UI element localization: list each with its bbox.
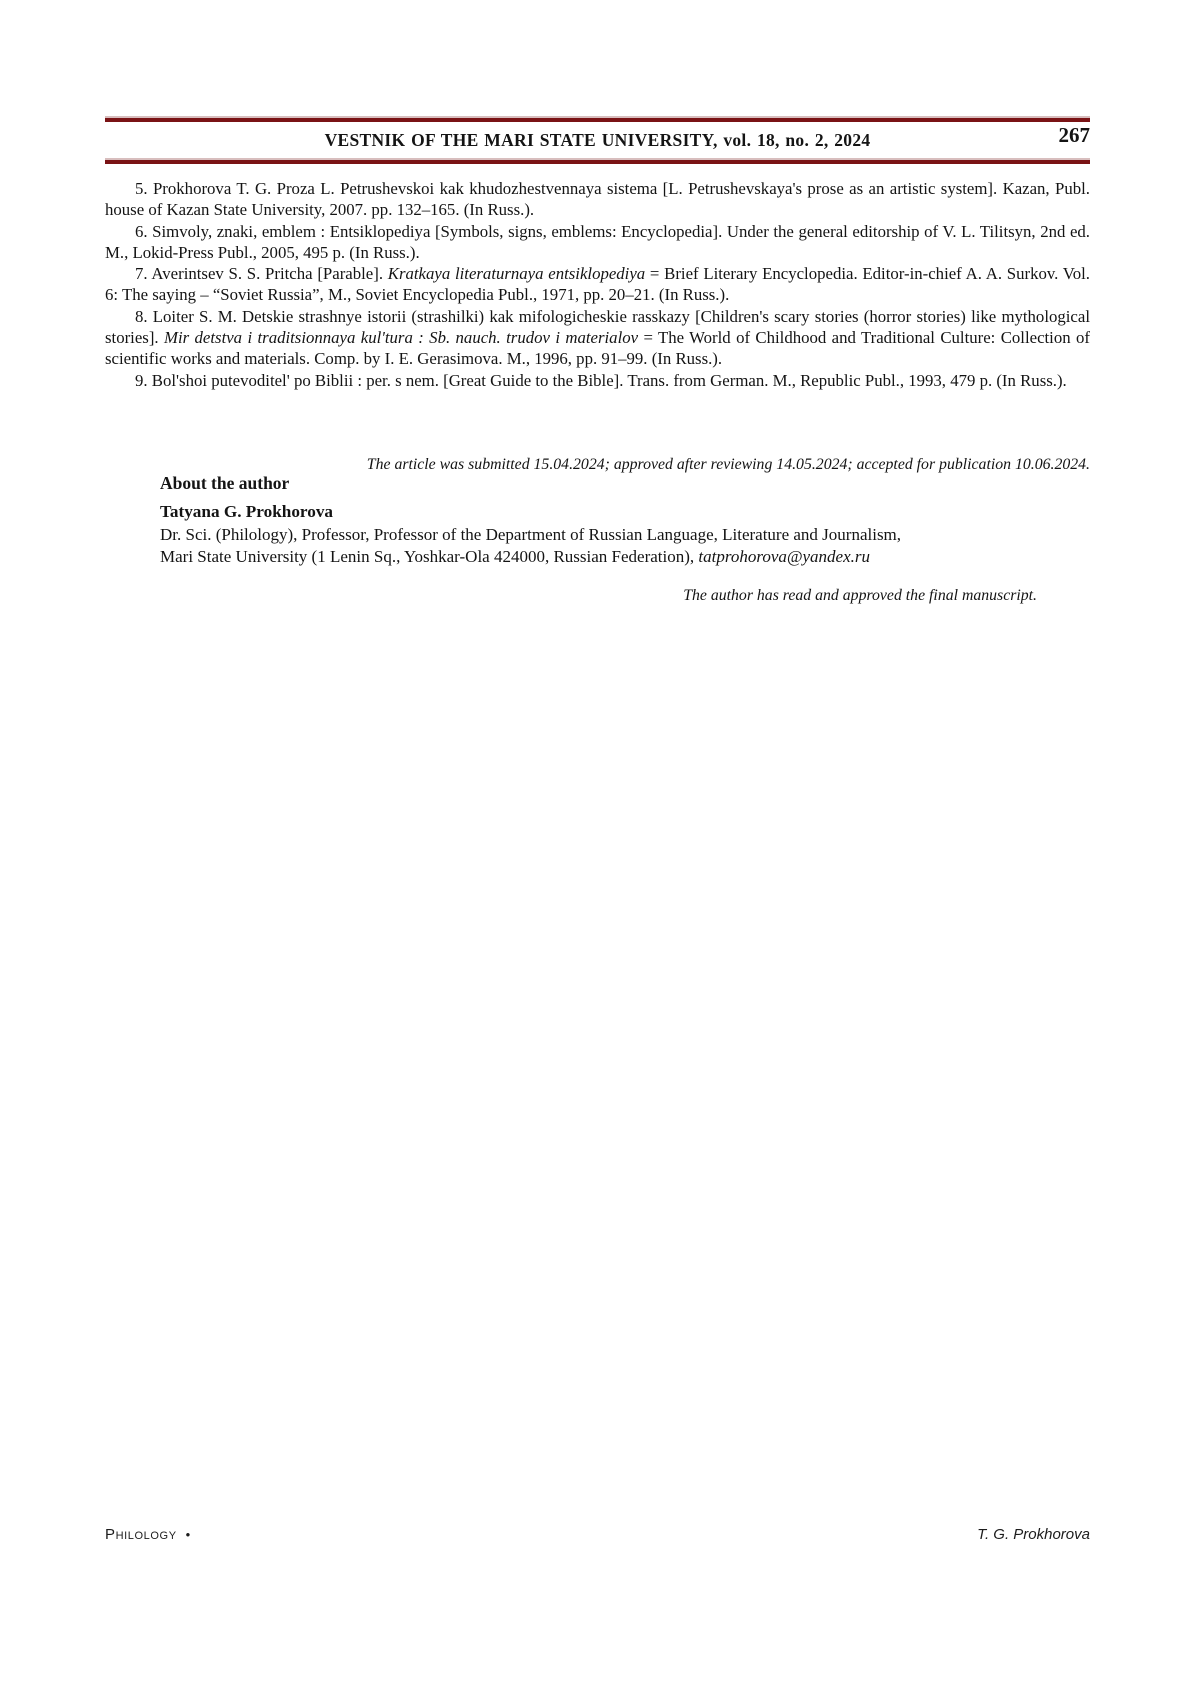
about-heading: About the author xyxy=(160,473,290,493)
footer-section-label: Philology xyxy=(105,1526,177,1543)
author-info-line1: Dr. Sci. (Philology), Professor, Professor of the Department of Russian Language, Literature and Journalism, xyxy=(160,524,902,544)
submission-note: The article was submitted 15.04.2024; approved after reviewing 14.05.2024; accepted for publication 10.06.2024. xyxy=(366,456,1090,473)
references-list xyxy=(105,178,1090,391)
author-info xyxy=(160,524,1090,569)
reference-item: 9. Bol'shoi putevoditel' po Biblii : per. s nem. [Great Guide to the Bible]. Trans. from German. M., Republic Publ., 1993, 479 p. (In Russ.). xyxy=(135,370,1067,390)
footer-bullet-icon: • xyxy=(185,1527,191,1542)
footer-left xyxy=(105,1526,190,1543)
reference-item: 5. Prokhorova T. G. Proza L. Petrushevskoi kak khudozhestvennaya sistema [L. Petrushevskaya's prose as an artistic system]. Kazan, Publ. house of Kazan State University, 2007. pp. 132–165. (In Russ.). xyxy=(105,179,1090,220)
author-email: tatprohorova@yandex.ru xyxy=(698,547,871,567)
page-footer xyxy=(105,1526,1090,1543)
journal-title: VESTNIK OF THE MARI STATE UNIVERSITY, vol. 18, no. 2, 2024 xyxy=(324,129,871,150)
reference-item: 8. Loiter S. M. Detskie strashnye istorii (strashilki) kak mifologicheskie rasskazy [Children's scary stories (horror stories) like mythological stories]. Mir detstva i traditsionnaya kul'tura : Sb. nauch. trudov i materialov = The World of Childhood and Traditional Culture: Collection of scientific works and materials. Comp. by I. E. Gerasimova. M., 1996, pp. 91–99. (In Russ.). xyxy=(105,306,1090,369)
reference-item: 6. Simvoly, znaki, emblem : Entsiklopediya [Symbols, signs, emblems: Encyclopedia]. Under the general editorship of V. L. Tilitsyn, 2nd ed. M., Lokid-Press Publ., 2005, 495 p. (In Russ.). xyxy=(105,221,1090,262)
manuscript-note: The author has read and approved the final manuscript. xyxy=(683,587,1037,604)
header-rule-bottom xyxy=(105,158,1090,164)
author-name: Tatyana G. Prokhorova xyxy=(160,502,334,522)
author-info-line2: Mari State University (1 Lenin Sq., Yoshkar-Ola 424000, Russian Federation), xyxy=(160,547,699,567)
page-number: 267 xyxy=(1058,123,1090,147)
header-row xyxy=(105,122,1090,158)
footer-author-name: T. G. Prokhorova xyxy=(977,1526,1090,1543)
about-section xyxy=(160,472,1090,569)
reference-item: 7. Averintsev S. S. Pritcha [Parable]. Kratkaya literaturnaya entsiklopediya = Brief Literary Encyclopedia. Editor-in-chief A. A. Surkov. Vol. 6: The saying – “Soviet Russia”, M., Soviet Encyclopedia Publ., 1971, pp. 20–21. (In Russ.). xyxy=(105,264,1090,305)
page-header xyxy=(105,116,1090,164)
